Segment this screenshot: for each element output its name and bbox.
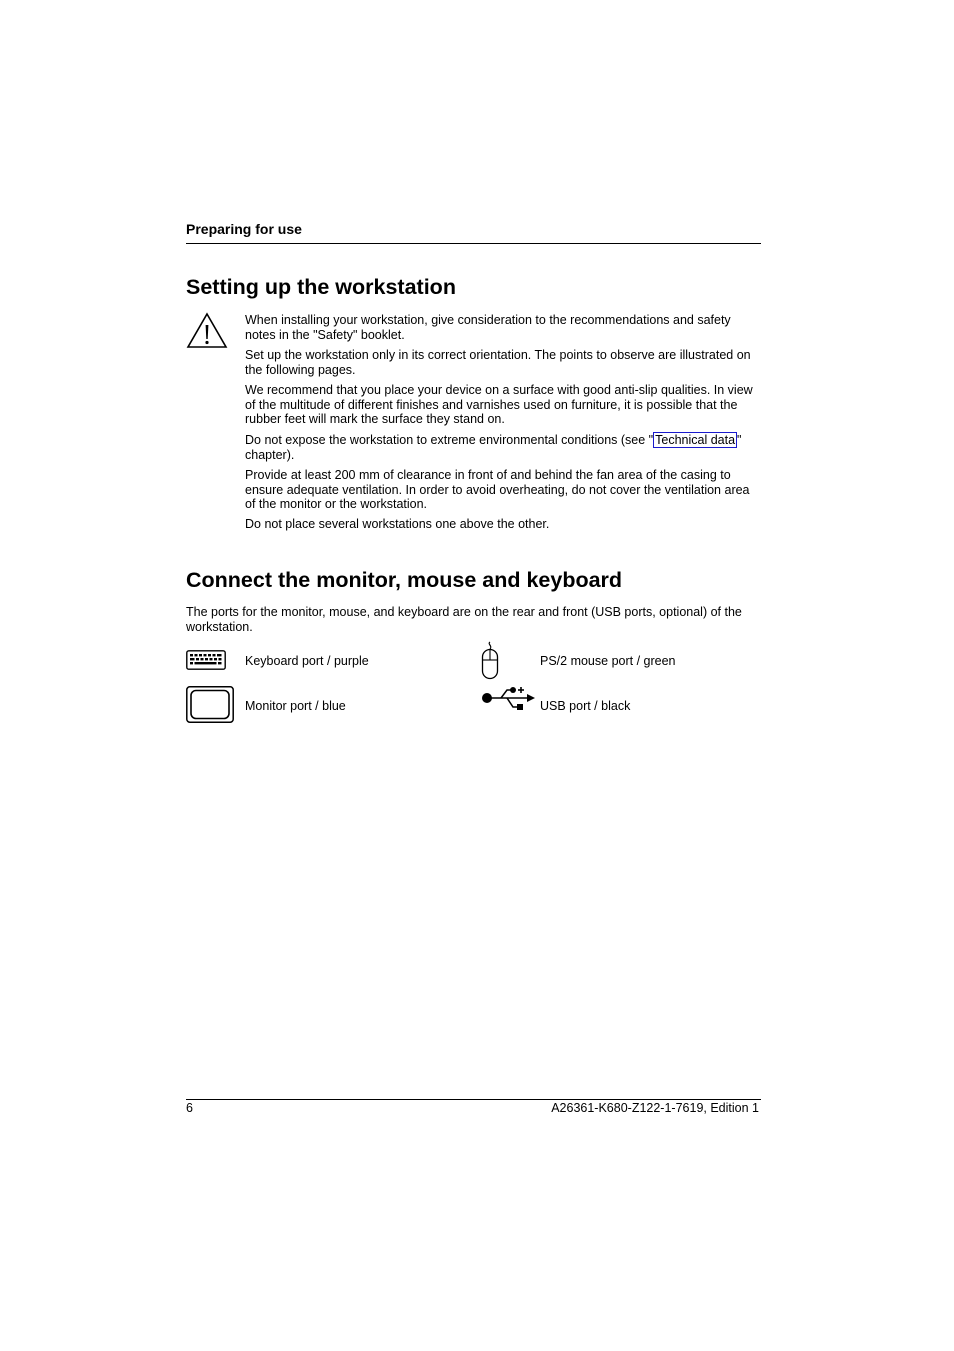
usb-icon: [481, 684, 537, 714]
running-header: Preparing for use: [186, 221, 302, 237]
mouse-icon: [480, 641, 500, 681]
monitor-port-label: Monitor port / blue: [245, 699, 346, 713]
orientation-paragraph: Set up the workstation only in its correct orientation. The points to observe are illustrated on the following pages.: [245, 348, 751, 377]
keyboard-icon: [186, 650, 226, 670]
header-rule: [186, 243, 761, 244]
connect-intro-paragraph: The ports for the monitor, mouse, and keyboard are on the rear and front (USB ports, optional) of the workstation.: [186, 605, 742, 634]
keyboard-port-label: Keyboard port / purple: [245, 654, 369, 668]
environment-text-after: " chapter).: [245, 433, 742, 462]
stacking-paragraph: Do not place several workstations one above the other.: [245, 517, 550, 531]
monitor-icon: [186, 686, 234, 723]
mouse-port-label: PS/2 mouse port / green: [540, 654, 676, 668]
environment-text-before: Do not expose the workstation to extreme environmental conditions (see ": [245, 433, 654, 447]
page-number: 6: [186, 1101, 193, 1115]
clearance-paragraph: Provide at least 200 mm of clearance in front of and behind the fan area of the casing to ensure adequate ventilation. In order to avoid overheating, do not cover the ventilation area of the monitor or the workstation.: [245, 468, 750, 512]
section-title-setup: Setting up the workstation: [186, 275, 456, 299]
section-title-connect: Connect the monitor, mouse and keyboard: [186, 568, 623, 592]
warning-icon: [186, 312, 228, 349]
usb-port-label: USB port / black: [540, 699, 631, 713]
environment-paragraph: [245, 433, 757, 462]
footer-rule: [186, 1099, 761, 1100]
safety-note-paragraph: When installing your workstation, give consideration to the recommendations and safety notes in the "Safety" booklet.: [245, 313, 731, 342]
document-id: A26361-K680-Z122-1-7619, Edition 1: [551, 1101, 759, 1115]
technical-data-link[interactable]: Technical data: [655, 433, 736, 447]
anti-slip-paragraph: We recommend that you place your device on a surface with good anti-slip qualities. In view of the multitude of different finishes and varnishes used on furniture, it is possible that the rubber feet will mark the surface they stand on.: [245, 383, 753, 427]
